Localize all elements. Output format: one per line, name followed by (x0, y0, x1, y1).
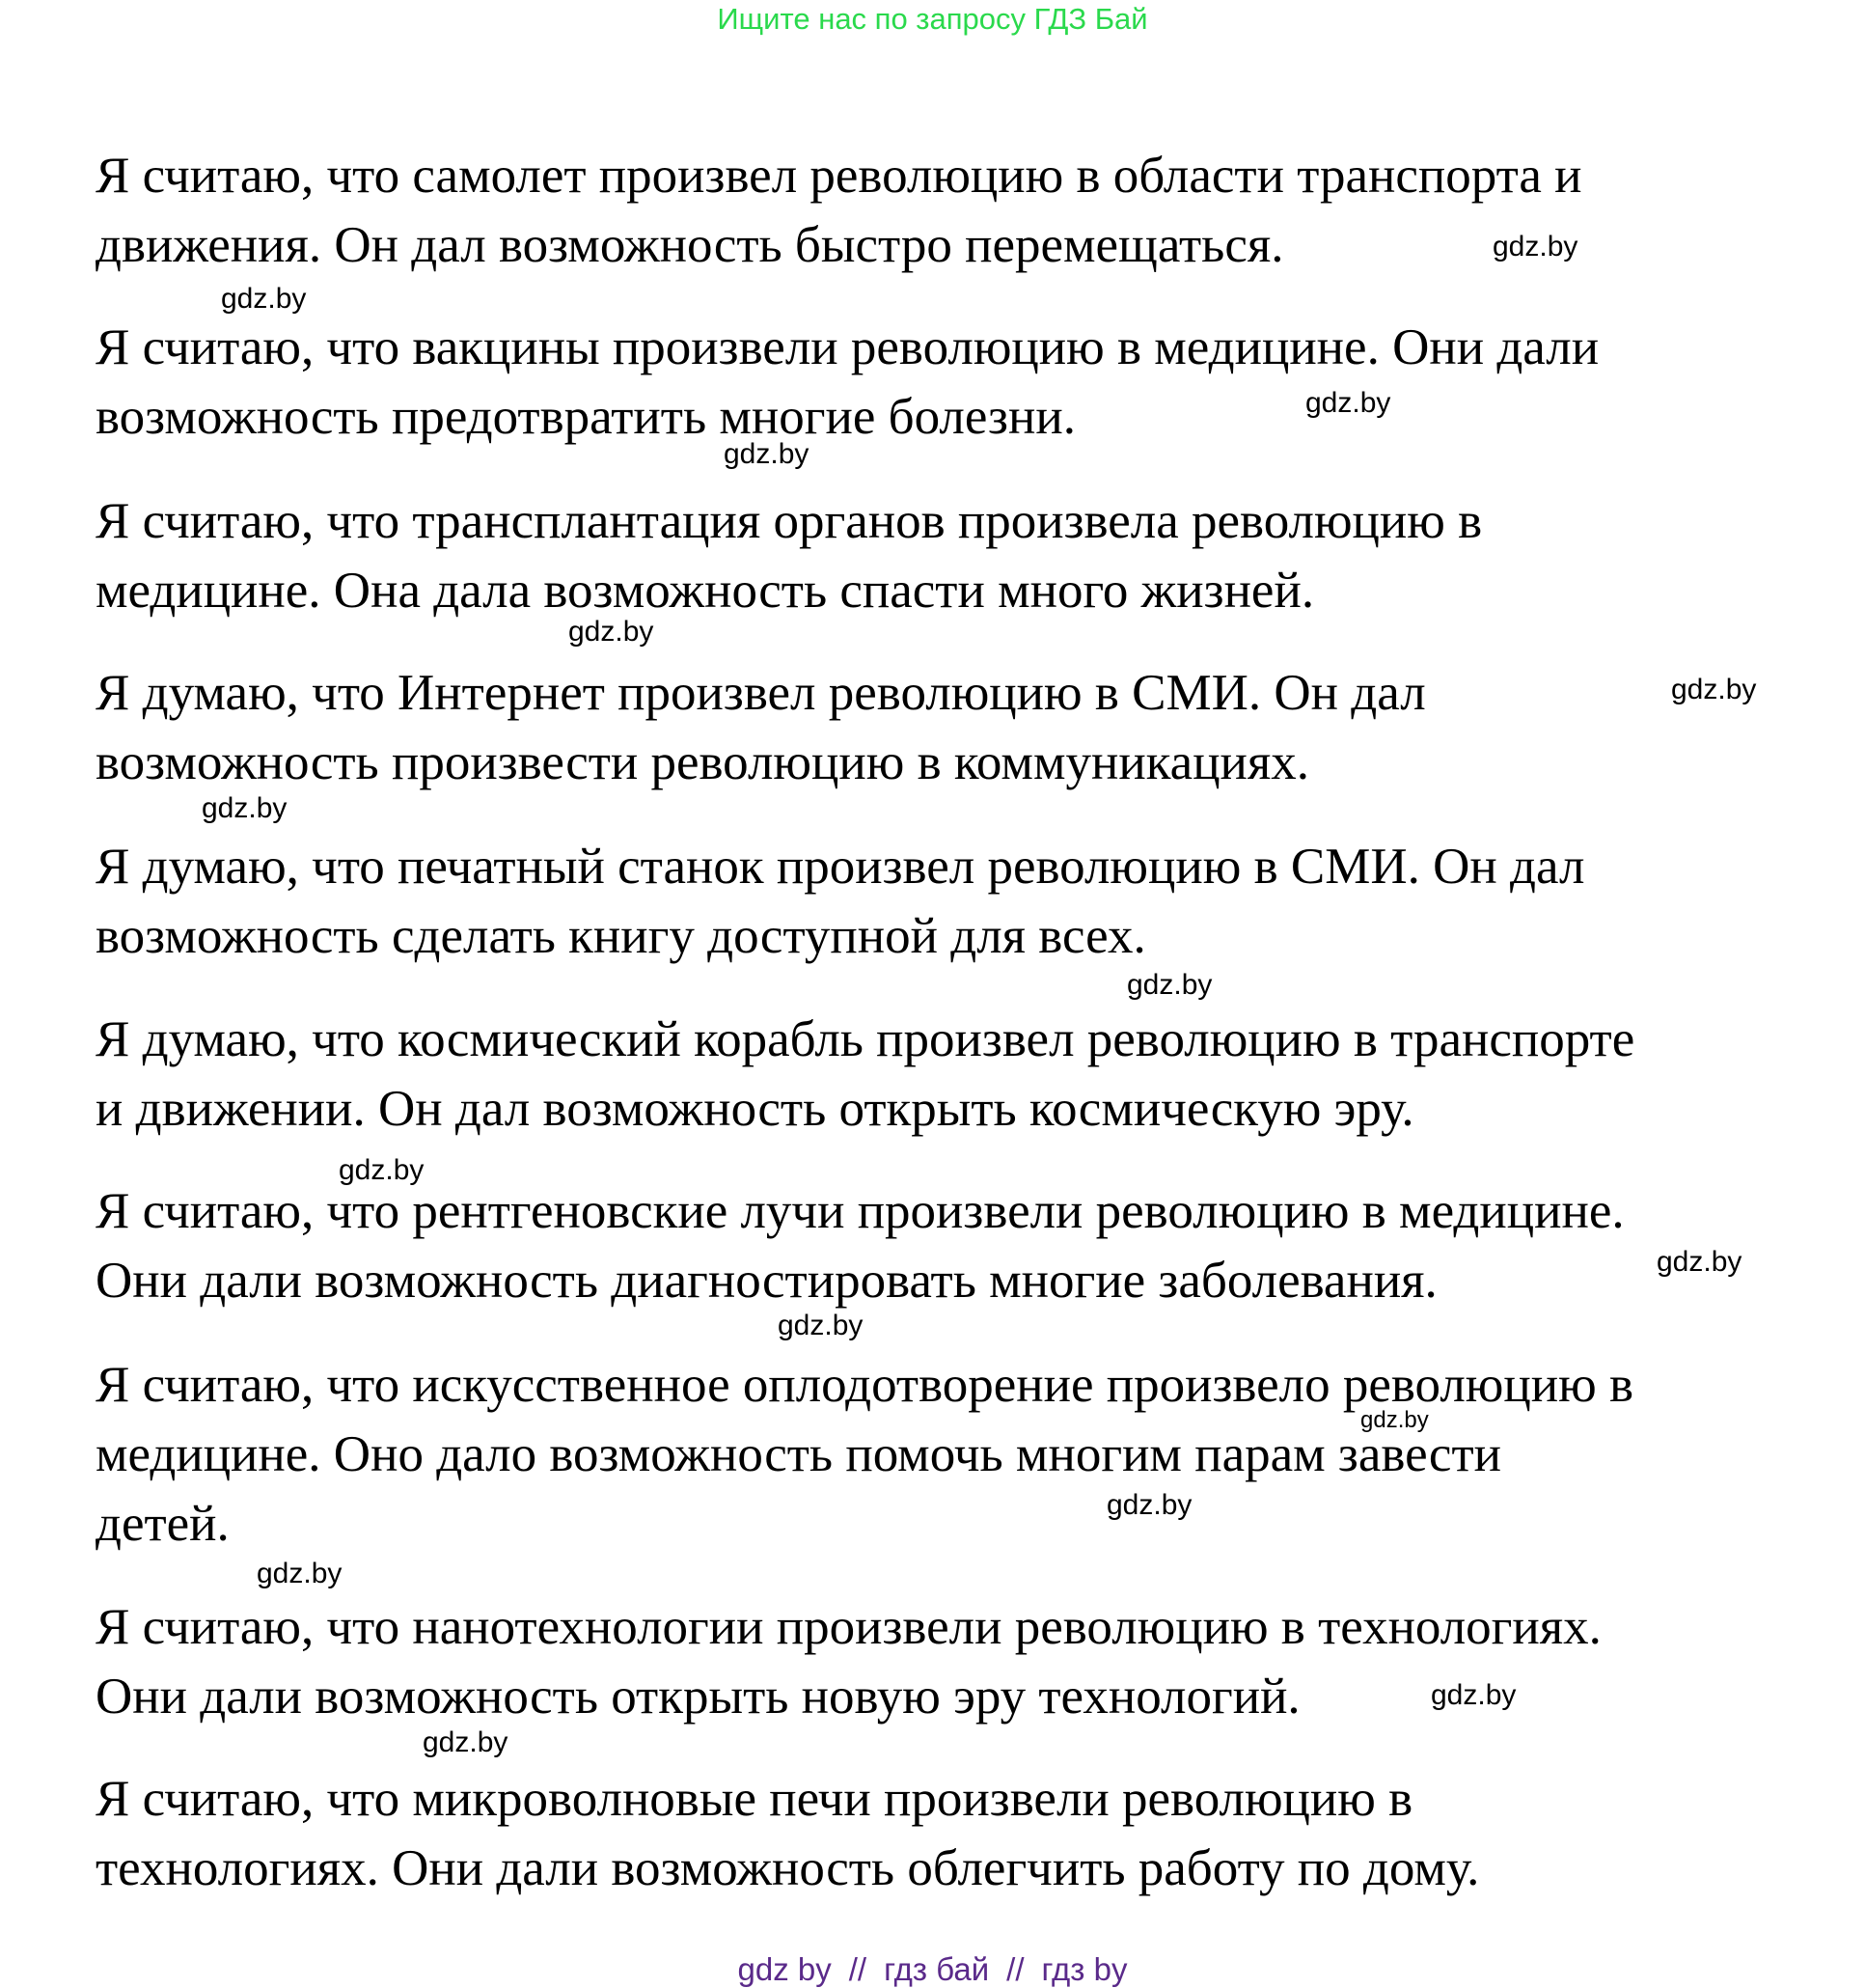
paragraph-line: Они дали возможность диагностировать многие заболевания. (96, 1253, 1438, 1309)
paragraph-line: Я считаю, что трансплантация органов произвела революцию в (96, 493, 1483, 549)
footer-links (0, 1951, 1865, 1988)
paragraph-line: Они дали возможность открыть новую эру технологий. (96, 1669, 1301, 1725)
paragraph-line: Я считаю, что нанотехнологии произвели революцию в технологиях. (96, 1599, 1602, 1655)
paragraph-10 (96, 1764, 1832, 1903)
watermark: gdz.by (221, 283, 307, 315)
watermark: gdz.by (339, 1154, 425, 1186)
paragraph-line: возможность предотвратить многие болезни. (96, 389, 1076, 445)
footer-text-gdz-by: gdz by (737, 1951, 832, 1987)
paragraph-4 (96, 658, 1832, 797)
paragraph-5 (96, 832, 1832, 971)
paragraph-line: Я считаю, что самолет произвел революцию в области транспорта и (96, 148, 1582, 204)
watermark: gdz.by (1127, 969, 1213, 1001)
watermark: gdz.by (568, 616, 654, 648)
paragraph-line: детей. (96, 1496, 230, 1552)
footer-text-gdz-by-cyr: гдз by (1041, 1951, 1128, 1987)
watermark: gdz.by (1671, 674, 1757, 705)
header-search-hint: Ищите нас по запросу ГДЗ Бай (717, 2, 1148, 36)
watermark: gdz.by (1493, 231, 1578, 262)
paragraph-line: Я считаю, что искусственное оплодотворение произвело революцию в (96, 1357, 1633, 1413)
paragraph-9 (96, 1592, 1832, 1731)
paragraph-line: Я думаю, что космический корабль произвел революцию в транспорте (96, 1011, 1635, 1067)
watermark: gdz.by (1657, 1246, 1742, 1278)
watermark: gdz.by (1305, 387, 1391, 419)
footer-separator: // (848, 1951, 867, 1987)
paragraph-line: медицине. Она дала возможность спасти много жизней. (96, 563, 1315, 619)
watermark: gdz.by (202, 792, 288, 824)
paragraph-3 (96, 486, 1832, 625)
watermark: gdz.by (1107, 1489, 1193, 1521)
paragraph-line: Я считаю, что вакцины произвели революцию в медицине. Они дали (96, 319, 1600, 375)
paragraph-2 (96, 313, 1832, 452)
watermark: gdz.by (1360, 1407, 1429, 1433)
paragraph-line: медицине. Оно дало возможность помочь многим парам завести (96, 1426, 1501, 1482)
paragraph-line: Я считаю, что рентгеновские лучи произвели революцию в медицине. (96, 1183, 1625, 1239)
watermark: gdz.by (423, 1726, 508, 1758)
paragraph-line: Я считаю, что микроволновые печи произвели революцию в (96, 1771, 1413, 1827)
paragraph-line: возможность произвести революцию в коммуникациях. (96, 734, 1310, 790)
footer-text-gdz-bai: гдз бай (884, 1951, 990, 1987)
paragraph-7 (96, 1176, 1832, 1315)
paragraph-line: технологиях. Они дали возможность облегчить работу по дому. (96, 1840, 1480, 1896)
paragraph-line: Я думаю, что Интернет произвел революцию в СМИ. Он дал (96, 665, 1426, 721)
paragraph-line: и движении. Он дал возможность открыть космическую эру. (96, 1081, 1414, 1137)
watermark: gdz.by (257, 1558, 343, 1589)
footer-separator: // (1006, 1951, 1025, 1987)
paragraph-6 (96, 1005, 1832, 1144)
paragraph-line: движения. Он дал возможность быстро перемещаться. (96, 217, 1284, 273)
watermark: gdz.by (724, 438, 809, 470)
paragraph-8 (96, 1350, 1832, 1559)
paragraph-line: Я думаю, что печатный станок произвел революцию в СМИ. Он дал (96, 839, 1585, 895)
watermark: gdz.by (778, 1310, 864, 1341)
paragraph-line: возможность сделать книгу доступной для всех. (96, 908, 1146, 964)
watermark: gdz.by (1431, 1679, 1517, 1711)
